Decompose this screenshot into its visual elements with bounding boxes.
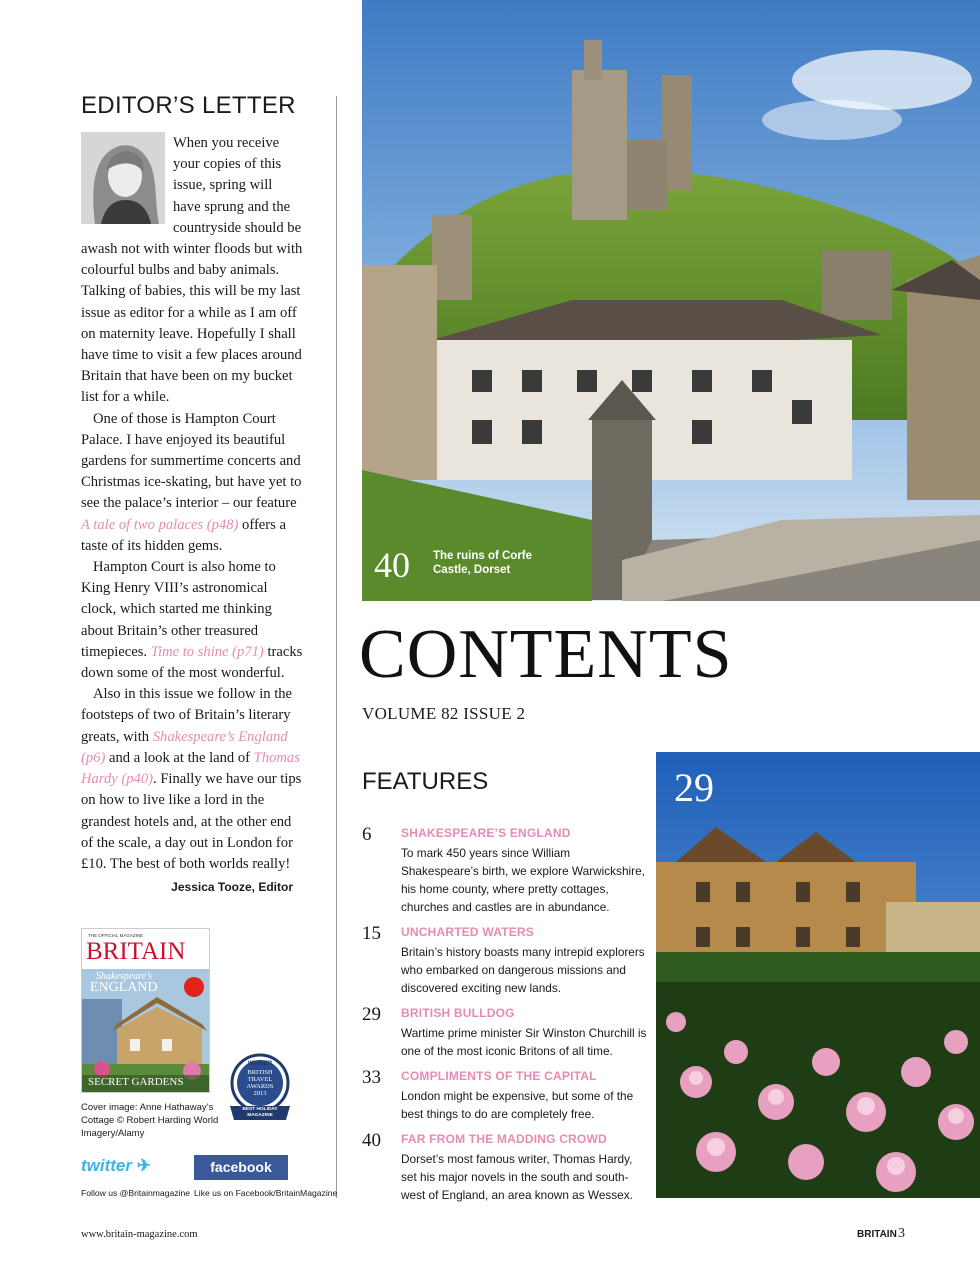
facebook-handle[interactable]: Like us on Facebook/BritainMagazine [194, 1188, 338, 1198]
feature-description: Dorset’s most famous writer, Thomas Hardy, set his major novels in the south and south-west of England, an area known as Wessex. [401, 1152, 633, 1202]
cover-bottom-line: SECRET GARDENS [88, 1076, 184, 1088]
award-top-text: WINNER [247, 1061, 273, 1067]
cover-caption: Cover image: Anne Hathaway’s Cottage © Robert Harding World Imagery/Alamy [81, 1102, 219, 1139]
facebook-logo[interactable]: facebook [194, 1155, 288, 1180]
feature-description: London might be expensive, but some of the best things to do are completely free. [401, 1089, 634, 1121]
hero-page-number: 40 [374, 545, 410, 585]
feature-title[interactable]: BRITISH BULLDOG [401, 1006, 515, 1020]
corfe-castle-photo [362, 0, 980, 601]
feature-description: Wartime prime minister Sir Winston Churchill is one of the most iconic Britons of all time. [401, 1026, 647, 1058]
footer-website[interactable]: www.britain-magazine.com [81, 1229, 198, 1240]
cover-kicker: THE OFFICIAL MAGAZINE [88, 933, 144, 938]
features-heading: FEATURES [362, 768, 489, 795]
feature-title[interactable]: COMPLIMENTS OF THE CAPITAL [401, 1069, 597, 1083]
feature-link-two-palaces[interactable]: A tale of two palaces (p48) [81, 516, 239, 533]
feature-description: To mark 450 years since William Shakespeare’s birth, we explore Warwickshire, his home county, where pretty cottages, churches and castles are in abundance. [401, 846, 645, 914]
contents-title: CONTENTS [359, 616, 733, 693]
cover-tagline: Shakespeare’s [96, 971, 153, 982]
column-divider [336, 96, 337, 1198]
editor-paragraph: When you receive your copies of this issue, spring will have sprung and the countryside should be awash not with winter floods but with colourful bulbs and baby animals. Talking of babies, this will be my last issue as editor for a while as I am off on maternity leave. Hopefully I shall have time to visit a few places around Britain that have been on my bucket list for a while. [81, 135, 303, 406]
twitter-handle[interactable]: Follow us @Britainmagazine [81, 1188, 191, 1198]
feature-title[interactable]: UNCHARTED WATERS [401, 925, 534, 939]
feature-link-thomas-hardy[interactable]: Thomas Hardy (p40) [81, 749, 300, 788]
volume-issue: VOLUME 82 ISSUE 2 [362, 704, 526, 723]
award-lines: BRITISH TRAVEL AWARDS 2013 [246, 1069, 274, 1097]
magazine-cover-thumbnail[interactable] [81, 928, 210, 1093]
feature-page-number: 29 [362, 1004, 381, 1025]
editor-paragraph: Hampton Court is also home to King Henry VIII’s astronomical clock, which started me thinking about Britain’s other treasured timepieces. Time to shine (p71) tracks down some of the most wonderful. [81, 559, 303, 682]
footer-magazine-name: BRITAIN [857, 1229, 897, 1240]
editor-letter-body [81, 133, 303, 875]
editor-paragraph: Also in this issue we follow in the footsteps of two of Britain’s literary greats, with Shakespeare’s England (p6) and a look at the land of Thomas Hardy (p40). Finally we have our tips on how to live like a lord in the grandest hotels and, at the other end of the scale, a day out in London for £10. The best of both worlds really! [81, 686, 302, 872]
hero-caption: The ruins of Corfe Castle, Dorset [433, 550, 533, 576]
cover-headline: ENGLAND [90, 980, 158, 995]
feature-link-shakespeare[interactable]: Shakespeare’s England (p6) [81, 728, 288, 766]
editor-paragraph: One of those is Hampton Court Palace. I have enjoyed its beautiful gardens for summertime concerts and Christmas ice-skating, but have yet to see the palace’s interior – our feature A tale of two palaces (p48) offers a taste of its hidden gems. [81, 410, 302, 554]
twitter-logo[interactable]: twitter ✈ [81, 1156, 151, 1175]
editor-signature: Jessica Tooze, Editor [171, 880, 293, 894]
feature-link-time-to-shine[interactable]: Time to shine (p71) [150, 643, 264, 660]
feature-title[interactable]: FAR FROM THE MADDING CROWD [401, 1132, 607, 1146]
feature-page-number: 6 [362, 824, 372, 845]
feature-page-number: 33 [362, 1067, 381, 1088]
chartwell-rose-garden-photo [656, 752, 980, 1198]
footer-page-number: 3 [898, 1226, 905, 1241]
travel-award-badge [226, 1050, 294, 1128]
twitter-bird-icon: ✈ [132, 1156, 151, 1175]
feature-page-number: 15 [362, 923, 381, 944]
award-banner: BEST HOLIDAY MAGAZINE [242, 1107, 278, 1118]
cover-masthead: BRITAIN [86, 938, 186, 965]
feature-title[interactable]: SHAKESPEARE’S ENGLAND [401, 826, 571, 840]
feature-description: Britain’s history boasts many intrepid explorers who embarked on dangerous missions and discovered exciting new lands. [401, 945, 645, 995]
rose-page-number: 29 [674, 765, 714, 810]
feature-page-number: 40 [362, 1130, 381, 1151]
editor-letter-heading: EDITOR’S LETTER [81, 92, 296, 119]
